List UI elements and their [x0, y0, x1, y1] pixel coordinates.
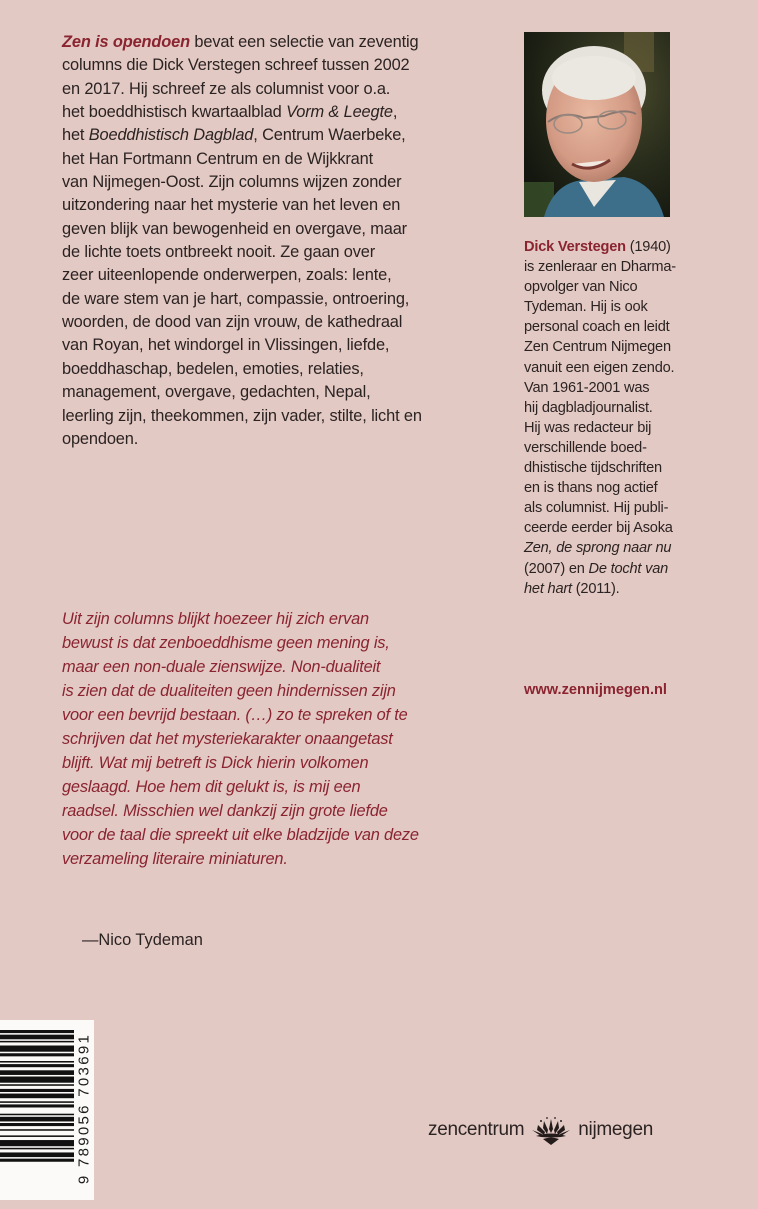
bio-line: personal coach en leidt: [524, 319, 670, 336]
lotus-icon: [530, 1115, 572, 1145]
bio-line: Zen Centrum Nijmegen: [524, 339, 671, 356]
bio-line: hij dagbladjournalist.: [524, 399, 653, 416]
barcode-bar: [0, 1114, 74, 1116]
blurb-line: het Boeddhistisch Dagblad, Centrum Waerbeke,: [62, 126, 406, 145]
publisher-logo: [428, 1113, 653, 1147]
barcode-bar: [0, 1053, 74, 1056]
quote-line: voor een bevrijd bestaan. (…) zo te spreken of te: [62, 706, 408, 724]
blurb-line: boeddhaschap, bedelen, emoties, relaties,: [62, 359, 364, 378]
author-name: Dick Verstegen: [524, 239, 626, 255]
bio-line: opvolger van Nico: [524, 279, 638, 296]
barcode-bar: [0, 1035, 74, 1040]
barcode-bar: [0, 1064, 74, 1067]
quote-attribution: —Nico Tydeman: [82, 931, 203, 949]
barcode-bar: [0, 1089, 74, 1092]
bio-line: Hij was redacteur bij: [524, 419, 652, 436]
bio-line: dhistische tijdschriften: [524, 460, 662, 477]
blurb-line: het Han Fortmann Centrum en de Wijkkrant: [62, 149, 374, 168]
bio-line: en is thans nog actief: [524, 480, 658, 497]
barcode-bar: [0, 1094, 74, 1099]
bio-line: is zenleraar en Dharma-: [524, 259, 676, 276]
bio-line: ceerde eerder bij Asoka: [524, 520, 673, 537]
bio-line: Tydeman. Hij is ook: [524, 299, 648, 316]
author-heading: [524, 237, 724, 257]
blurb-line: geven blijk van bewogenheid en overgave, maar: [62, 219, 407, 238]
barcode-bar: [0, 1148, 74, 1150]
newspaper-title: Boeddhistisch Dagblad: [88, 126, 254, 145]
author-birth-year: (1940): [625, 239, 671, 255]
barcode-bar: [0, 1084, 74, 1086]
barcode-bar: [0, 1140, 74, 1146]
quote-line: raadsel. Misschien wel dankzij zijn grote liefde: [62, 802, 388, 820]
quote-line: blijft. Wat mij betreft is Dick hierin volkomen: [62, 754, 369, 772]
author-photo: [524, 32, 670, 217]
barcode-bar: [0, 1129, 74, 1131]
blurb-line: zeer uiteenlopende onderwerpen, zoals: lente,: [62, 266, 392, 285]
barcode-bar: [0, 1104, 74, 1107]
blurb-line: columns die Dick Verstegen schreef tussen 2002: [62, 56, 410, 75]
quote: [62, 607, 522, 871]
book-title: Zen is opendoen: [62, 33, 190, 51]
barcode-bar: [0, 1077, 74, 1083]
author-portrait-image: [524, 32, 670, 217]
barcode-bar: [0, 1041, 74, 1043]
barcode-bar: [0, 1152, 74, 1157]
blurb-line: leerling zijn, theekommen, zijn vader, stilte, licht en: [62, 406, 422, 425]
bio-line: het hart (2011).: [524, 580, 620, 597]
bio-line: vanuit een eigen zendo.: [524, 359, 675, 376]
barcode-bar: [0, 1159, 74, 1162]
blurb-line: uitzondering naar het mysterie van het leven en: [62, 196, 401, 215]
blurb-line: de ware stem van je hart, compassie, ontroering,: [62, 289, 410, 308]
book-title-2-cont: het hart: [524, 580, 572, 597]
magazine-title: Vorm & Leegte: [286, 103, 393, 122]
logo-text-right: nijmegen: [578, 1119, 653, 1140]
book-title-1: Zen, de sprong naar nu: [524, 540, 672, 557]
quote-line: schrijven dat het mysteriekarakter onaangetast: [62, 730, 393, 748]
quote-line: Uit zijn columns blijkt hoezeer hij zich ervan: [62, 610, 369, 628]
barcode-bar: [0, 1135, 74, 1137]
quote-line: verzameling literaire miniaturen.: [62, 850, 288, 868]
blurb-line: woorden, de dood van zijn vrouw, de kathedraal: [62, 313, 403, 332]
blurb-line: van Nijmegen-Oost. Zijn columns wijzen zonder: [62, 173, 402, 192]
logo-text-left: zencentrum: [428, 1119, 525, 1140]
bio-line: als columnist. Hij publi-: [524, 500, 669, 517]
blurb-line: en 2017. Hij schreef ze als columnist voor o.a.: [62, 79, 391, 98]
blurb-line: opendoen.: [62, 429, 139, 448]
book-title-2: De tocht van: [588, 560, 669, 577]
barcode-bar: [0, 1061, 74, 1063]
barcode-bar: [0, 1030, 74, 1033]
quote-line: maar een non-duale zienswijze. Non-dualiteit: [62, 658, 381, 676]
barcode-bar: [0, 1070, 74, 1075]
barcode-bar: [0, 1046, 74, 1052]
isbn-number: 9 789056 703691: [75, 1032, 93, 1185]
bio-line: verschillende boed-: [524, 439, 647, 456]
blurb-line: management, overgave, gedachten, Nepal,: [62, 383, 371, 402]
author-bio: [524, 237, 724, 599]
blurb-line: de lichte toets ontbreekt nooit. Ze gaan over: [62, 243, 376, 262]
quote-line: geslaagd. Hoe hem dit gelukt is, is mij een: [62, 778, 361, 796]
blurb-line: Zen is opendoen bevat een selectie van zeventig: [62, 33, 419, 51]
blurb-text: [62, 31, 512, 451]
barcode-bar: [0, 1117, 74, 1122]
blurb-line: het boeddhistisch kwartaalblad Vorm & Leegte,: [62, 103, 398, 122]
bio-line: (2007) en De tocht van: [524, 560, 669, 577]
quote-line: bewust is dat zenboeddhisme geen mening is,: [62, 634, 390, 652]
blurb-line: van Royan, het windorgel in Vlissingen, liefde,: [62, 336, 390, 355]
barcode-bar: [0, 1123, 74, 1126]
website-link[interactable]: www.zennijmegen.nl: [524, 682, 667, 698]
quote-line: is zien dat de dualiteiten geen hindernissen zijn: [62, 682, 396, 700]
bio-line: Van 1961-2001 was: [524, 379, 650, 396]
quote-line: voor de taal die spreekt uit elke bladzijde van deze: [62, 826, 419, 844]
barcode-bar: [0, 1101, 74, 1103]
